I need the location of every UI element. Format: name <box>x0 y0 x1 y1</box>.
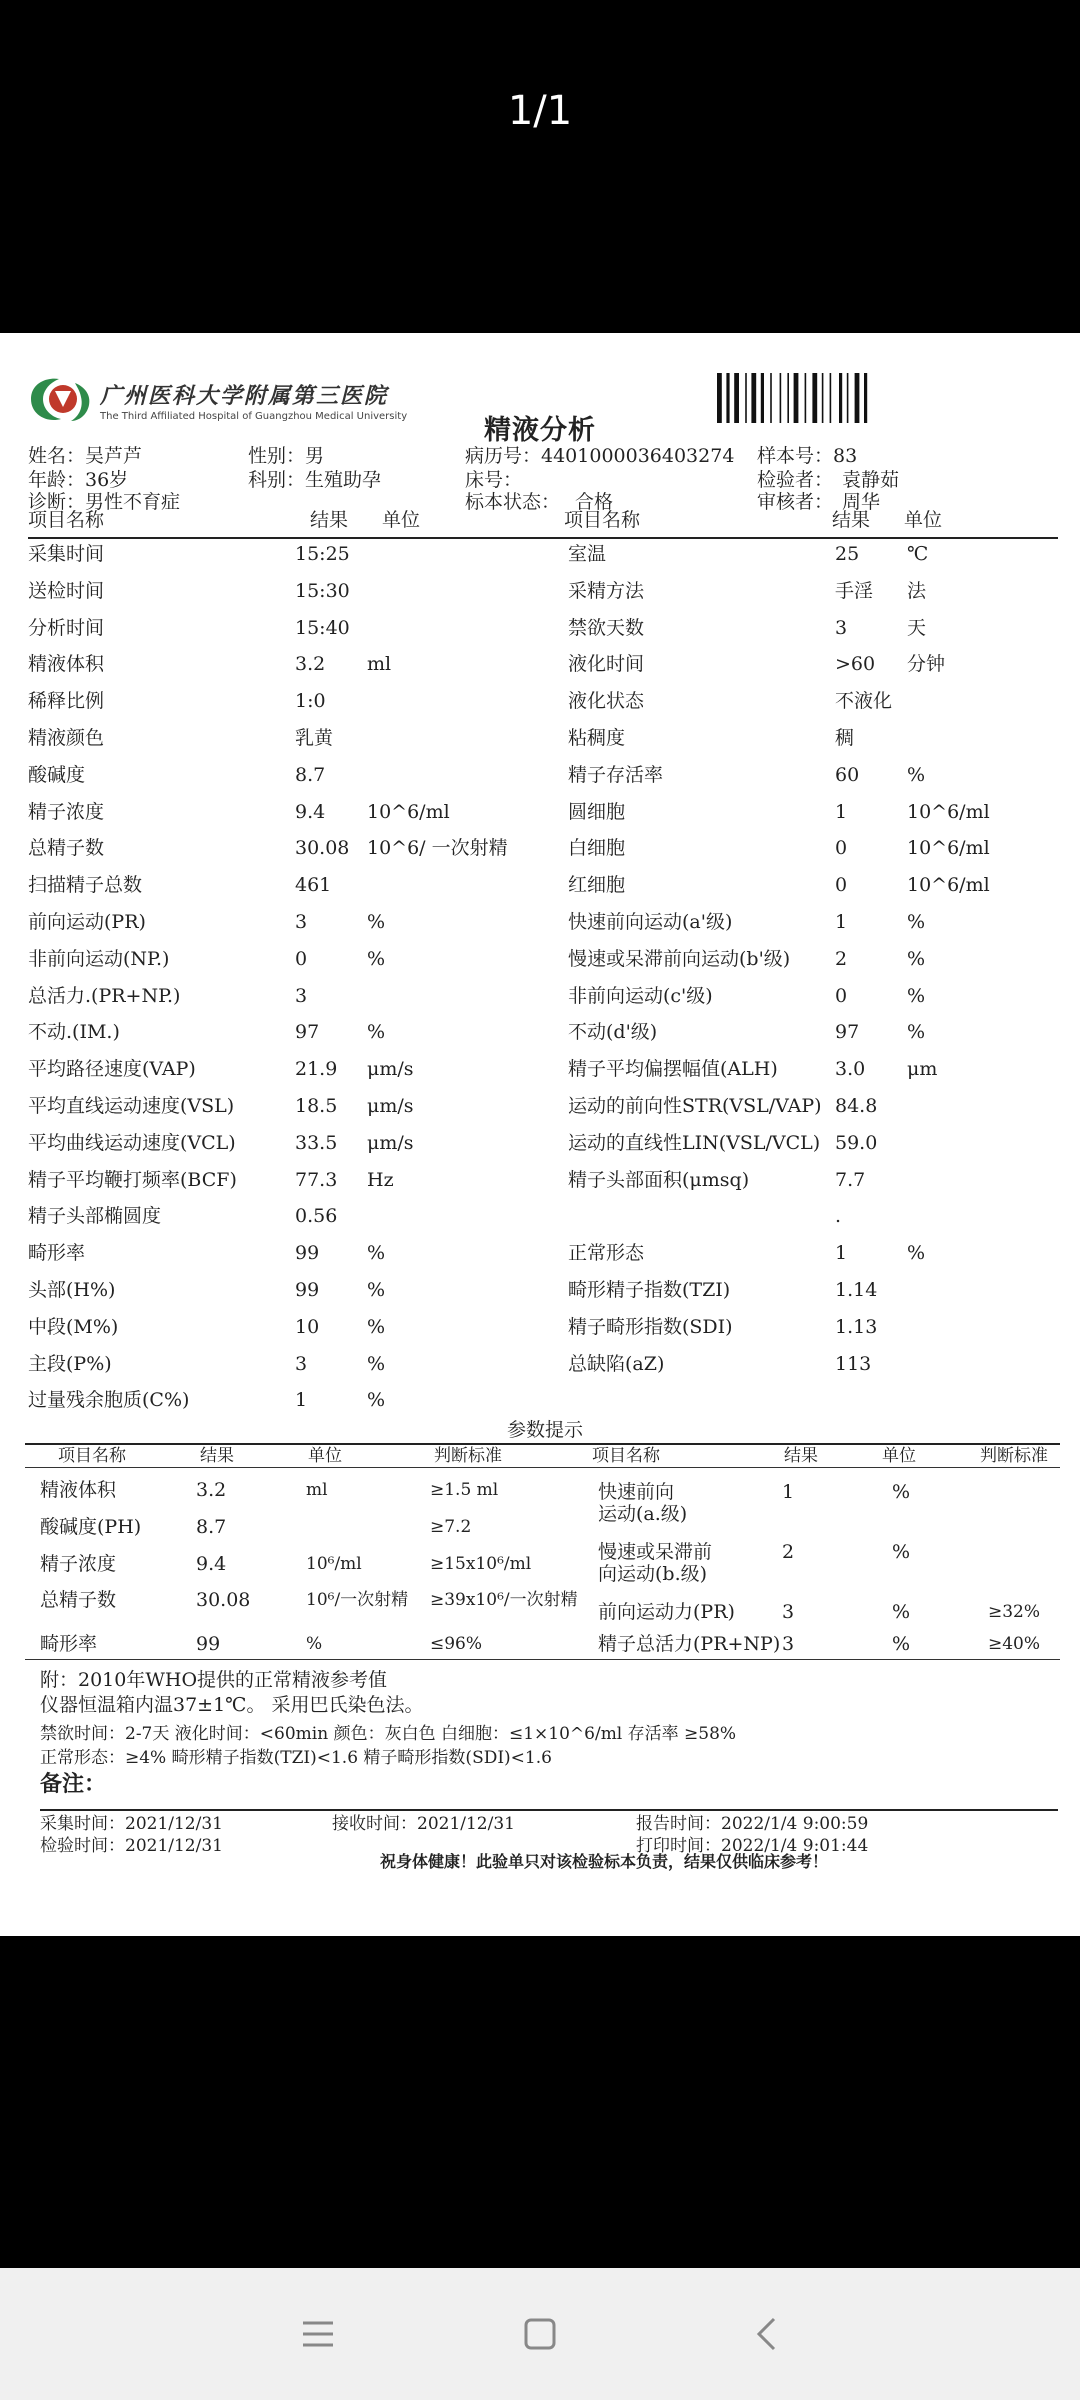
left-row-value: 乳黄 <box>295 727 334 749</box>
home-icon[interactable] <box>480 2268 600 2400</box>
left-row-value: 21.9 <box>295 1058 338 1080</box>
right-row-name: 白细胞 <box>568 837 626 859</box>
left-row-value: 99 <box>295 1279 320 1301</box>
left-row-value: 30.08 <box>295 837 350 859</box>
left-row-value: 77.3 <box>295 1169 338 1191</box>
left-row-name: 畸形率 <box>28 1242 86 1264</box>
right-row-value: 1.14 <box>835 1279 878 1301</box>
right-row-value: 0 <box>835 874 848 896</box>
right-row-unit: 法 <box>907 580 927 602</box>
left-row-value: 33.5 <box>295 1132 338 1154</box>
right-row-value: 113 <box>835 1353 872 1375</box>
right-row-name: 慢速或呆滞前向运动(b'级) <box>568 948 791 970</box>
param-right-unit: % <box>892 1633 911 1655</box>
right-row-value: 25 <box>835 543 860 565</box>
left-row-value: 15:30 <box>295 580 350 602</box>
print-time: 打印时间：2022/1/4 9:01:44 <box>636 1836 869 1856</box>
param-left-value: 9.4 <box>196 1553 227 1575</box>
right-row-value: 1 <box>835 911 848 933</box>
param-left-unit: 10⁶/ml <box>306 1554 362 1574</box>
reviewer-name: 周华 <box>842 491 881 513</box>
right-row-value: 97 <box>835 1021 860 1043</box>
left-row-value: 461 <box>295 874 332 896</box>
right-row-name: 精子畸形指数(SDI) <box>568 1316 733 1338</box>
right-row-value: 84.8 <box>835 1095 878 1117</box>
param-header-std-right: 判断标准 <box>980 1446 1048 1466</box>
right-row-value: >60 <box>835 653 876 675</box>
param-section-title: 参数提示 <box>507 1419 584 1441</box>
right-row-unit: % <box>907 764 926 786</box>
param-left-name: 精液体积 <box>40 1479 117 1501</box>
sample-status-value: 合格 <box>575 491 614 513</box>
menu-icon[interactable] <box>258 2268 378 2400</box>
right-row-name: 粘稠度 <box>568 727 626 749</box>
param-left-std: ≥7.2 <box>430 1517 472 1537</box>
left-row-name: 平均直线运动速度(VSL) <box>28 1095 235 1117</box>
right-row-name: 精子存活率 <box>568 764 664 786</box>
system-navigation-bar <box>0 2268 1080 2400</box>
param-header-divider <box>25 1467 1060 1468</box>
right-row-name: 精子平均偏摆幅值(ALH) <box>568 1058 778 1080</box>
right-row-unit: 10^6/ml <box>907 874 990 896</box>
left-row-unit: ml <box>367 653 392 675</box>
param-right-unit: % <box>892 1541 911 1563</box>
right-row-name: 红细胞 <box>568 874 626 896</box>
param-right-name: 前向运动力(PR) <box>598 1601 735 1623</box>
patient-name: 姓名：吴芦芦 <box>28 445 143 467</box>
col-header-item-left: 项目名称 <box>28 509 105 531</box>
right-row-name: 液化状态 <box>568 690 645 712</box>
right-row-name: 正常形态 <box>568 1242 645 1264</box>
right-row-unit: % <box>907 1242 926 1264</box>
disclaimer: 祝身体健康！此验单只对该检验标本负责，结果仅供临床参考！ <box>380 1852 829 1871</box>
right-row-name: 运动的前向性STR(VSL/VAP) <box>568 1095 822 1117</box>
right-row-name: 精子头部面积(μmsq) <box>568 1169 750 1191</box>
left-row-value: 99 <box>295 1242 320 1264</box>
left-row-name: 总精子数 <box>28 837 105 859</box>
left-row-unit: % <box>367 1279 386 1301</box>
right-row-unit: 10^6/ml <box>907 837 990 859</box>
param-left-std: ≥39x10⁶/一次射精 <box>430 1590 578 1610</box>
left-row-name: 平均曲线运动速度(VCL) <box>28 1132 236 1154</box>
footnote-reference-1: 禁欲时间：2-7天 液化时间：<60min 颜色：灰白色 白细胞：≤1×10^6/ml 存活率 ≥58% <box>40 1724 737 1744</box>
param-left-name: 总精子数 <box>40 1589 117 1611</box>
receive-time: 接收时间：2021/12/31 <box>332 1814 515 1834</box>
right-row-value: 3.0 <box>835 1058 866 1080</box>
param-right-name: 快速前向 <box>598 1481 675 1503</box>
param-right-value: 1 <box>782 1481 795 1503</box>
left-row-name: 过量残余胞质(C%) <box>28 1389 190 1411</box>
right-row-value: 1.13 <box>835 1316 878 1338</box>
param-left-std: ≥1.5 ml <box>430 1480 499 1500</box>
right-row-value: 59.0 <box>835 1132 878 1154</box>
reviewer-label: 审核者： <box>757 491 834 513</box>
left-row-value: 97 <box>295 1021 320 1043</box>
param-header-unit-left: 单位 <box>308 1446 342 1466</box>
sample-status-label: 标本状态： <box>465 491 561 513</box>
right-row-value: 2 <box>835 948 848 970</box>
sample-number: 样本号：83 <box>757 445 858 467</box>
left-row-value: 15:25 <box>295 543 350 565</box>
param-right-value: 2 <box>782 1541 795 1563</box>
right-row-value: . <box>835 1205 842 1227</box>
left-row-name: 精子浓度 <box>28 801 105 823</box>
left-row-name: 稀释比例 <box>28 690 105 712</box>
param-left-unit: ml <box>306 1480 328 1500</box>
right-row-unit: ℃ <box>907 543 929 565</box>
right-row-value: 0 <box>835 985 848 1007</box>
viewer-top-bar <box>0 0 1080 333</box>
param-left-unit: 10⁶/一次射精 <box>306 1590 409 1610</box>
right-row-value: 0 <box>835 837 848 859</box>
left-row-name: 平均路径速度(VAP) <box>28 1058 196 1080</box>
left-row-value: 9.4 <box>295 801 326 823</box>
param-header-item-left: 项目名称 <box>58 1446 126 1466</box>
department: 科别：生殖助孕 <box>248 469 382 491</box>
left-row-value: 1 <box>295 1389 308 1411</box>
right-row-value: 1 <box>835 801 848 823</box>
left-row-value: 15:40 <box>295 617 350 639</box>
param-right-std: ≥40% <box>988 1634 1041 1654</box>
diagnosis: 诊断：男性不育症 <box>28 491 181 513</box>
param-right-name: 精子总活力(PR+NP) <box>598 1633 781 1655</box>
left-row-name: 精子头部椭圆度 <box>28 1205 162 1227</box>
right-row-value: 7.7 <box>835 1169 866 1191</box>
param-header-item-right: 项目名称 <box>592 1446 660 1466</box>
left-row-unit: 10^6/ 一次射精 <box>367 837 508 859</box>
footer-divider <box>40 1809 1058 1811</box>
param-right-name-line2: 运动(a.级) <box>598 1503 688 1525</box>
right-row-value: 1 <box>835 1242 848 1264</box>
param-left-value: 3.2 <box>196 1479 227 1501</box>
col-header-result-right: 结果 <box>832 509 871 531</box>
left-row-name: 不动.(IM.) <box>28 1021 120 1043</box>
record-number: 病历号：4401000036403274 <box>465 445 735 467</box>
right-row-unit: % <box>907 911 926 933</box>
right-row-value: 稠 <box>835 727 855 749</box>
right-row-name: 畸形精子指数(TZI) <box>568 1279 731 1301</box>
right-row-name: 室温 <box>568 543 607 565</box>
left-row-name: 分析时间 <box>28 617 105 639</box>
left-row-unit: μm/s <box>367 1058 414 1080</box>
page-indicator: 1/1 <box>507 88 573 134</box>
param-header-unit-right: 单位 <box>882 1446 916 1466</box>
left-row-name: 非前向运动(NP.) <box>28 948 170 970</box>
left-row-value: 8.7 <box>295 764 326 786</box>
right-row-unit: % <box>907 1021 926 1043</box>
patient-age: 年龄：36岁 <box>28 469 129 491</box>
inspector-label: 检验者： <box>757 469 834 491</box>
col-header-result-left: 结果 <box>310 509 349 531</box>
right-row-unit: % <box>907 985 926 1007</box>
param-left-value: 99 <box>196 1633 221 1655</box>
param-left-name: 酸碱度(PH) <box>40 1516 142 1538</box>
param-right-name: 慢速或呆滞前 <box>598 1541 713 1563</box>
left-row-name: 精液颜色 <box>28 727 105 749</box>
left-row-value: 0 <box>295 948 308 970</box>
left-row-name: 扫描精子总数 <box>28 874 143 896</box>
right-row-name: 禁欲天数 <box>568 617 645 639</box>
footnote-who: 附：2010年WHO提供的正常精液参考值 <box>40 1669 388 1691</box>
right-row-value: 3 <box>835 617 848 639</box>
right-row-name: 不动(d'级) <box>568 1021 658 1043</box>
param-left-unit: % <box>306 1634 323 1654</box>
param-header-result-left: 结果 <box>200 1446 234 1466</box>
left-row-name: 头部(H%) <box>28 1279 116 1301</box>
back-icon[interactable] <box>706 2268 826 2400</box>
left-row-value: 3 <box>295 985 308 1007</box>
left-row-name: 前向运动(PR) <box>28 911 146 933</box>
right-row-unit: 分钟 <box>907 653 946 675</box>
right-row-value: 不液化 <box>835 690 893 712</box>
param-right-unit: % <box>892 1601 911 1623</box>
right-row-value: 60 <box>835 764 860 786</box>
left-row-unit: % <box>367 1021 386 1043</box>
right-row-name: 圆细胞 <box>568 801 626 823</box>
left-row-name: 精液体积 <box>28 653 105 675</box>
right-row-unit: 10^6/ml <box>907 801 990 823</box>
param-left-value: 30.08 <box>196 1589 251 1611</box>
footnote-reference-2: 正常形态：≥4% 畸形精子指数(TZI)<1.6 精子畸形指数(SDI)<1.6 <box>40 1748 552 1768</box>
param-header-result-right: 结果 <box>784 1446 818 1466</box>
param-right-value: 3 <box>782 1633 795 1655</box>
param-left-std: ≤96% <box>430 1634 483 1654</box>
param-right-value: 3 <box>782 1601 795 1623</box>
left-row-unit: Hz <box>367 1169 394 1191</box>
col-header-unit-left: 单位 <box>382 509 421 531</box>
left-row-unit: % <box>367 911 386 933</box>
left-row-unit: % <box>367 1389 386 1411</box>
bed-number: 床号： <box>465 469 523 491</box>
patient-gender: 性别：男 <box>248 445 325 467</box>
right-row-name: 快速前向运动(a'级) <box>568 911 733 933</box>
left-row-name: 中段(M%) <box>28 1316 119 1338</box>
param-right-unit: % <box>892 1481 911 1503</box>
left-row-unit: μm/s <box>367 1095 414 1117</box>
left-row-unit: % <box>367 1353 386 1375</box>
hospital-name-cn: 广州医科大学附属第三医院 <box>100 383 389 409</box>
report-document[interactable] <box>0 333 1080 1936</box>
right-row-unit: % <box>907 948 926 970</box>
right-row-name: 运动的直线性LIN(VSL/VCL) <box>568 1132 821 1154</box>
inspector-name: 袁静茹 <box>842 469 900 491</box>
left-row-name: 总活力.(PR+NP.) <box>28 985 181 1007</box>
left-row-value: 18.5 <box>295 1095 338 1117</box>
hospital-name-en: The Third Affiliated Hospital of Guangzhou Medical University <box>100 411 408 422</box>
left-row-unit: % <box>367 948 386 970</box>
left-row-unit: 10^6/ml <box>367 801 450 823</box>
col-header-item-right: 项目名称 <box>564 509 641 531</box>
left-row-value: 0.56 <box>295 1205 338 1227</box>
left-row-name: 精子平均鞭打频率(BCF) <box>28 1169 237 1191</box>
param-left-value: 8.7 <box>196 1516 227 1538</box>
right-row-name: 非前向运动(c'级) <box>568 985 713 1007</box>
report-title: 精液分析 <box>484 415 596 446</box>
param-left-std: ≥15x10⁶/ml <box>430 1554 532 1574</box>
left-row-name: 酸碱度 <box>28 764 86 786</box>
collect-time: 采集时间：2021/12/31 <box>40 1814 223 1834</box>
right-row-unit: 天 <box>907 617 927 639</box>
param-bottom-divider <box>25 1659 1060 1660</box>
left-row-value: 3 <box>295 911 308 933</box>
left-row-name: 采集时间 <box>28 543 105 565</box>
param-header-std-left: 判断标准 <box>434 1446 502 1466</box>
left-row-value: 10 <box>295 1316 320 1338</box>
footnote-instrument: 仪器恒温箱内温37±1℃。 采用巴氏染色法。 <box>40 1694 424 1716</box>
left-row-unit: % <box>367 1316 386 1338</box>
left-row-value: 3 <box>295 1353 308 1375</box>
right-row-name: 液化时间 <box>568 653 645 675</box>
param-right-name-line2: 向运动(b.级) <box>598 1563 708 1585</box>
left-row-value: 1:0 <box>295 690 326 712</box>
right-row-unit: μm <box>907 1058 938 1080</box>
left-row-name: 主段(P%) <box>28 1353 112 1375</box>
param-left-name: 畸形率 <box>40 1633 98 1655</box>
header-divider <box>28 537 1058 539</box>
remarks-label: 备注： <box>40 1771 107 1797</box>
left-row-value: 3.2 <box>295 653 326 675</box>
left-row-unit: μm/s <box>367 1132 414 1154</box>
param-right-std: ≥32% <box>988 1602 1041 1622</box>
param-left-name: 精子浓度 <box>40 1553 117 1575</box>
left-row-name: 送检时间 <box>28 580 105 602</box>
test-time: 检验时间：2021/12/31 <box>40 1836 223 1856</box>
report-time: 报告时间：2022/1/4 9:00:59 <box>636 1814 869 1834</box>
col-header-unit-right: 单位 <box>904 509 943 531</box>
right-row-name: 总缺陷(aZ) <box>568 1353 665 1375</box>
right-row-value: 手淫 <box>835 580 874 602</box>
left-row-unit: % <box>367 1242 386 1264</box>
right-row-name: 采精方法 <box>568 580 645 602</box>
